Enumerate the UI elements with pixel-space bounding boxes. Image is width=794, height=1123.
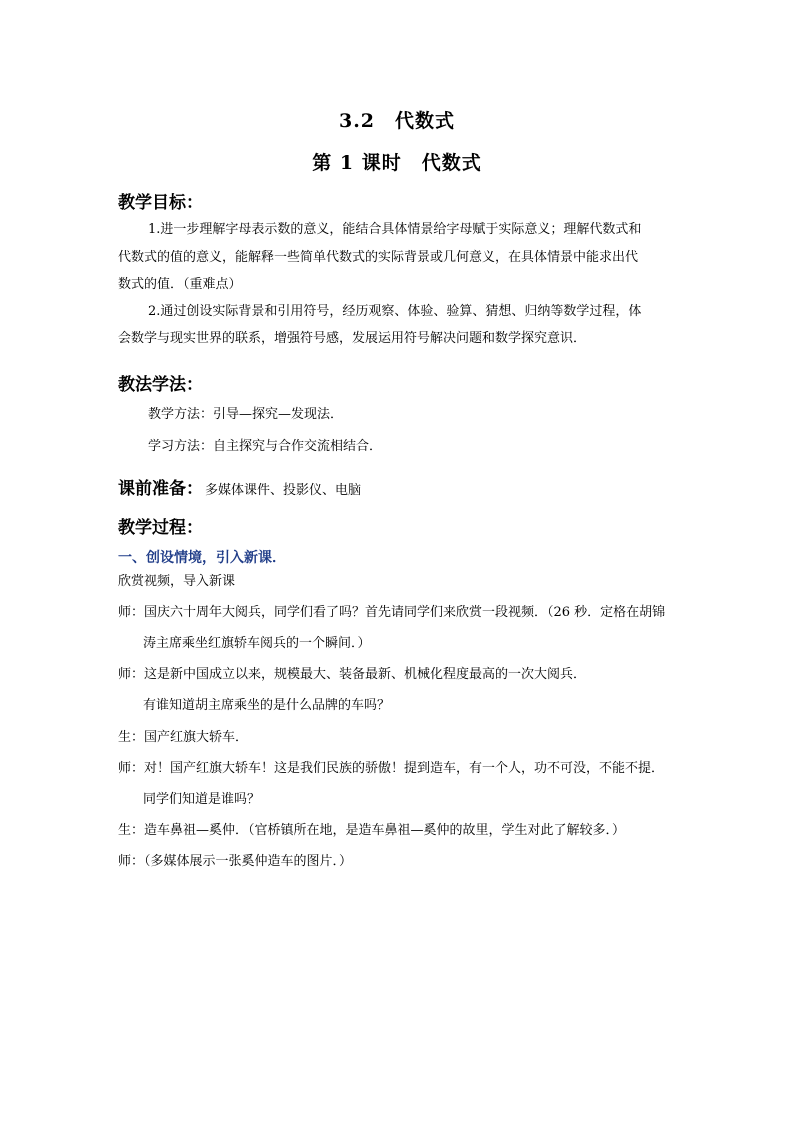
process-line: 生：国产红旗大轿车． <box>118 730 249 745</box>
process-line: 同学们知道是谁吗？ <box>143 792 261 807</box>
process-line: 涛主席乘坐红旗轿车阅兵的一个瞬间．） <box>143 636 371 651</box>
goals-heading: 教学目标： <box>118 193 203 213</box>
lesson-subtitle: 第 1 课时 代数式 <box>312 152 482 174</box>
methods-line: 教学方法：引导—探究—发现法． <box>148 407 344 422</box>
goals-line: 2.通过创设实际背景和引用符号，经历观察、体验、验算、猜想、归纳等数学过程，体 <box>148 304 642 319</box>
prep-content: 多媒体课件、投影仪、电脑 <box>205 483 362 498</box>
goals-line: 代数式的值的意义，能解释一些简单代数式的实际背景或几何意义，在具体情景中能求出代 <box>118 250 639 265</box>
process-line: 有谁知道胡主席乘坐的是什么品牌的车吗？ <box>143 698 391 713</box>
goals-line: 会数学与现实世界的联系，增强符号感，发展运用符号解决问题和数学探究意识． <box>118 331 587 346</box>
process-line: 师：国庆六十周年大阅兵，同学们看了吗？首先请同学们来欣赏一段视频．（26 秒．定格在胡锦 <box>118 605 666 620</box>
process-line: 欣赏视频，导入新课 <box>118 574 236 589</box>
document-title: 3.2 代数式 <box>338 110 456 132</box>
prep-heading-label: 课前准备： <box>118 479 203 499</box>
process-line: 师：（多媒体展示一张奚仲造车的图片．） <box>118 854 353 869</box>
process-line: 师：对！国产红旗大轿车！这是我们民族的骄傲！提到造车，有一个人，功不可没，不能不提． <box>118 761 665 776</box>
process-line: 生：造车鼻祖—奚仲．（官桥镇所在地，是造车鼻祖—奚仲的故里，学生对此了解较多．） <box>118 823 626 838</box>
methods-line: 学习方法：自主探究与合作交流相结合． <box>148 439 383 454</box>
section-heading: 一、创设情境，引入新课． <box>118 550 286 566</box>
process-line: 师：这是新中国成立以来，规模最大、装备最新、机械化程度最高的一次大阅兵． <box>118 667 587 682</box>
process-heading: 教学过程： <box>118 518 203 538</box>
goals-line: 数式的值．（重难点） <box>118 277 242 292</box>
goals-line: 1.进一步理解字母表示数的意义，能结合具体情景给字母赋于实际意义；理解代数式和 <box>148 222 642 237</box>
methods-heading: 教法学法： <box>118 375 203 395</box>
prep-heading <box>118 474 361 499</box>
